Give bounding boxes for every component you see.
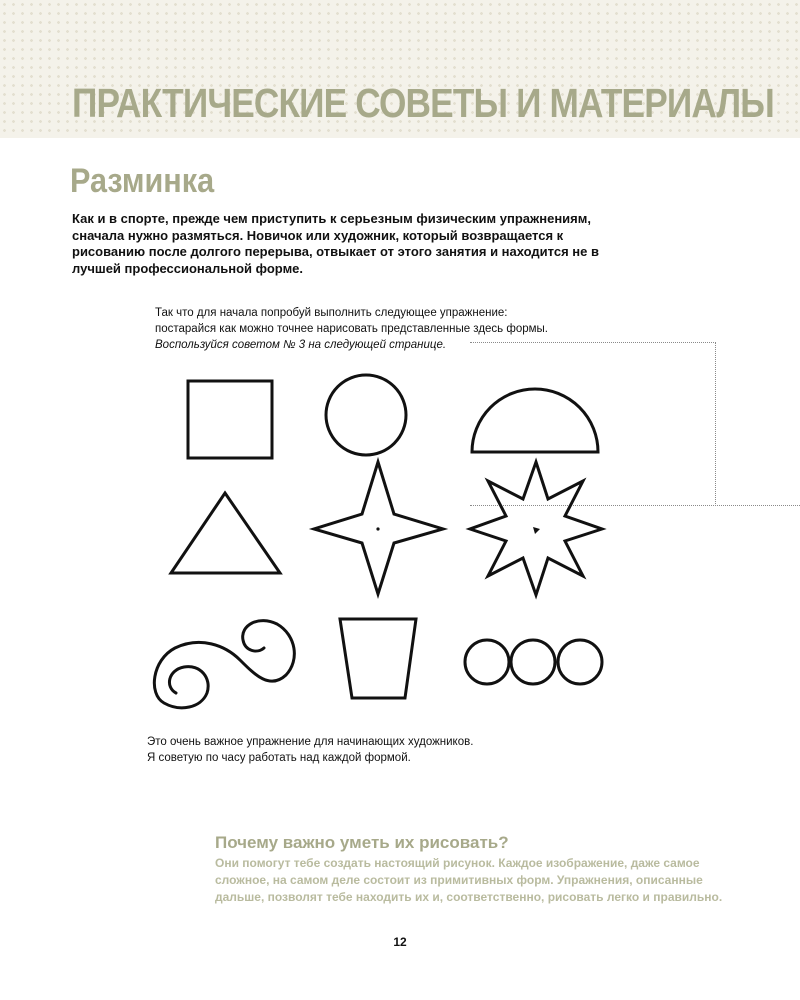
three-circles-middle	[511, 640, 555, 684]
three-circles-right	[558, 640, 602, 684]
why-line-2: сложное, на самом деле состоит из примитивных форм. Упражнения, описанные	[215, 873, 703, 887]
square-shape	[188, 381, 272, 458]
note-line-2: Я советую по часу работать над каждой формой.	[147, 752, 411, 764]
intro-paragraph: Как и в спорте, прежде чем приступить к серьезным физическим упражнениям, сначала нужно размяться. Новичок или художник, который возвращается к рисованию после долгого перерыва, отвыкает от этого занятия и находится не в лучшей профессиональной форме.	[72, 211, 599, 276]
section-title: Разминка	[70, 162, 215, 200]
eight-point-star-center-mark	[533, 527, 540, 534]
page-title: ПРАКТИЧЕСКИЕ СОВЕТЫ И МАТЕРИАЛЫ	[72, 80, 774, 126]
note-line-1: Это очень важное упражнение для начинающих художников.	[147, 736, 474, 748]
exercise-note	[147, 734, 567, 766]
semicircle-shape	[472, 389, 598, 452]
three-circles-left	[465, 640, 509, 684]
instructions-line-2: постарайся как можно точнее нарисовать представленные здесь формы.	[155, 323, 548, 335]
why-heading: Почему важно уметь их рисовать?	[215, 833, 509, 852]
triangle-shape	[171, 493, 280, 573]
four-point-star-center-dot	[376, 527, 379, 530]
why-line-1: Они помогут тебе создать настоящий рисунок. Каждое изображение, даже самое	[215, 856, 700, 870]
instructions-line-1: Так что для начала попробуй выполнить следующее упражнение:	[155, 307, 508, 319]
circle-shape	[326, 375, 406, 455]
page-number: 12	[393, 935, 407, 949]
why-line-3: дальше, позволят тебе находить их и, соответственно, рисовать легко и правильно.	[215, 890, 723, 904]
instructions-line-3: Воспользуйся советом № 3 на следующей странице.	[155, 339, 447, 351]
trapezoid-shape	[340, 619, 416, 698]
why-paragraph	[215, 855, 775, 906]
double-spiral-shape	[154, 621, 294, 708]
